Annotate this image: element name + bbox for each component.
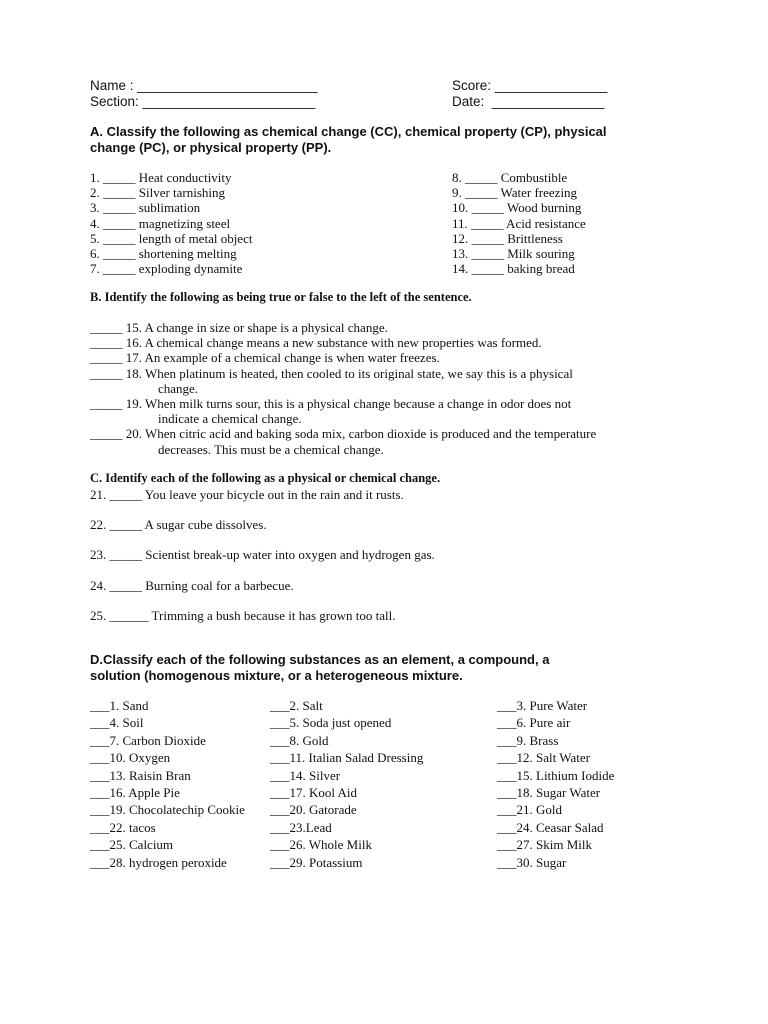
section-d-title-line2: solution (homogenous mixture, or a heterogeneous mixture. [90, 668, 463, 683]
question-text: _____ 15. A change in size or shape is a physical change. [90, 320, 388, 335]
list-item: 9. _____ Water freezing [452, 185, 578, 201]
list-item: 3. _____ sublimation [90, 200, 201, 216]
list-item [90, 366, 690, 396]
list-item: ___23.Lead [270, 819, 332, 835]
list-item: ___2. Salt [270, 698, 323, 713]
list-item: ___27. Skim Milk [497, 837, 592, 853]
list-item: ___24. Ceasar Salad [497, 819, 604, 835]
list-item: 4. _____ magnetizing steel [90, 215, 231, 231]
section-d-column-1 [90, 698, 245, 872]
question-continuation: indicate a chemical change. [158, 411, 302, 427]
list-item: ___8. Gold [270, 732, 329, 748]
section-b-list [90, 320, 690, 457]
list-item: ___11. Italian Salad Dressing [270, 750, 424, 766]
score-line[interactable]: Score: _______________ [452, 78, 608, 93]
question-text: _____ 19. When milk turns sour, this is a physical change because a change in odor does not [90, 396, 572, 412]
date-line[interactable]: Date: _______________ [452, 94, 605, 109]
section-d-title-line1: D.Classify each of the following substances as an element, a compound, a [90, 652, 550, 667]
question-text: _____ 16. A chemical change means a new substance with new properties was formed. [90, 335, 542, 351]
list-item: 22. _____ A sugar cube dissolves. [90, 517, 267, 533]
list-item [90, 396, 690, 426]
section-a-title: A. Classify the following as chemical change (CC), chemical property (CP), physical change (PC), or physical property (PP). [90, 124, 607, 155]
section-c-list [90, 487, 435, 638]
list-item: 7. _____ exploding dynamite [90, 261, 243, 277]
section-a-left-list [90, 170, 252, 276]
question-continuation: change. [158, 380, 199, 396]
list-item: ___15. Lithium Iodide [497, 767, 615, 783]
list-item: ___13. Raisin Bran [90, 767, 191, 783]
list-item: ___28. hydrogen peroxide [90, 854, 227, 870]
question-continuation: decreases. This must be a chemical change. [158, 441, 384, 457]
list-item [90, 350, 690, 365]
question-text: _____ 17. An example of a chemical change is when water freezes. [90, 350, 440, 366]
list-item: ___12. Salt Water [497, 750, 590, 766]
list-item: 5. _____ length of metal object [90, 230, 253, 246]
list-item: ___25. Calcium [90, 837, 174, 853]
list-item: ___7. Carbon Dioxide [90, 732, 206, 748]
list-item: ___21. Gold [497, 802, 562, 818]
list-item [90, 335, 690, 350]
section-a-right-list [452, 170, 586, 276]
list-item: ___10. Oxygen [90, 750, 171, 766]
list-item: ___14. Silver [270, 767, 341, 783]
list-item: ___3. Pure Water [497, 698, 588, 713]
question-text: _____ 18. When platinum is heated, then cooled to its original state, we say this is a physical [90, 365, 573, 381]
section-d-column-2 [270, 698, 423, 872]
list-item: 2. _____ Silver tarnishing [90, 185, 226, 201]
name-line[interactable]: Name : ________________________ [90, 78, 318, 93]
list-item: 23. _____ Scientist break-up water into oxygen and hydrogen gas. [90, 547, 435, 563]
list-item: ___1. Sand [90, 698, 149, 713]
section-line[interactable]: Section: _______________________ [90, 94, 316, 109]
list-item: 8. _____ Combustible [452, 170, 568, 185]
list-item: ___29. Potassium [270, 854, 363, 870]
section-c-title: C. Identify each of the following as a physical or chemical change. [90, 471, 441, 485]
list-item: 24. _____ Burning coal for a barbecue. [90, 577, 294, 593]
list-item: ___4. Soil [90, 715, 144, 731]
section-d-column-3 [497, 698, 614, 872]
list-item: ___22. tacos [90, 819, 156, 835]
list-item: ___6. Pure air [497, 715, 571, 731]
list-item: ___5. Soda just opened [270, 715, 392, 731]
list-item: ___9. Brass [497, 732, 559, 748]
list-item [90, 426, 690, 456]
list-item: ___30. Sugar [497, 854, 567, 870]
list-item: ___26. Whole Milk [270, 837, 372, 853]
list-item: 14. _____ baking bread [452, 261, 575, 277]
list-item: 12. _____ Brittleness [452, 230, 563, 246]
section-b-title: B. Identify the following as being true or false to the left of the sentence. [90, 290, 472, 304]
list-item: ___19. Chocolatechip Cookie [90, 802, 245, 818]
list-item: ___18. Sugar Water [497, 784, 601, 800]
list-item: 25. ______ Trimming a bush because it has grown too tall. [90, 607, 396, 623]
list-item: 11. _____ Acid resistance [452, 215, 586, 231]
list-item: 6. _____ shortening melting [90, 245, 237, 261]
list-item [90, 320, 690, 335]
list-item: 21. _____ You leave your bicycle out in the rain and it rusts. [90, 487, 404, 502]
question-text: _____ 20. When citric acid and baking soda mix, carbon dioxide is produced and the temperature [90, 426, 597, 442]
list-item: ___17. Kool Aid [270, 784, 358, 800]
list-item: ___16. Apple Pie [90, 784, 180, 800]
list-item: ___20. Gatorade [270, 802, 357, 818]
list-item: 13. _____ Milk souring [452, 245, 575, 261]
list-item: 1. _____ Heat conductivity [90, 170, 232, 185]
list-item: 10. _____ Wood burning [452, 200, 582, 216]
